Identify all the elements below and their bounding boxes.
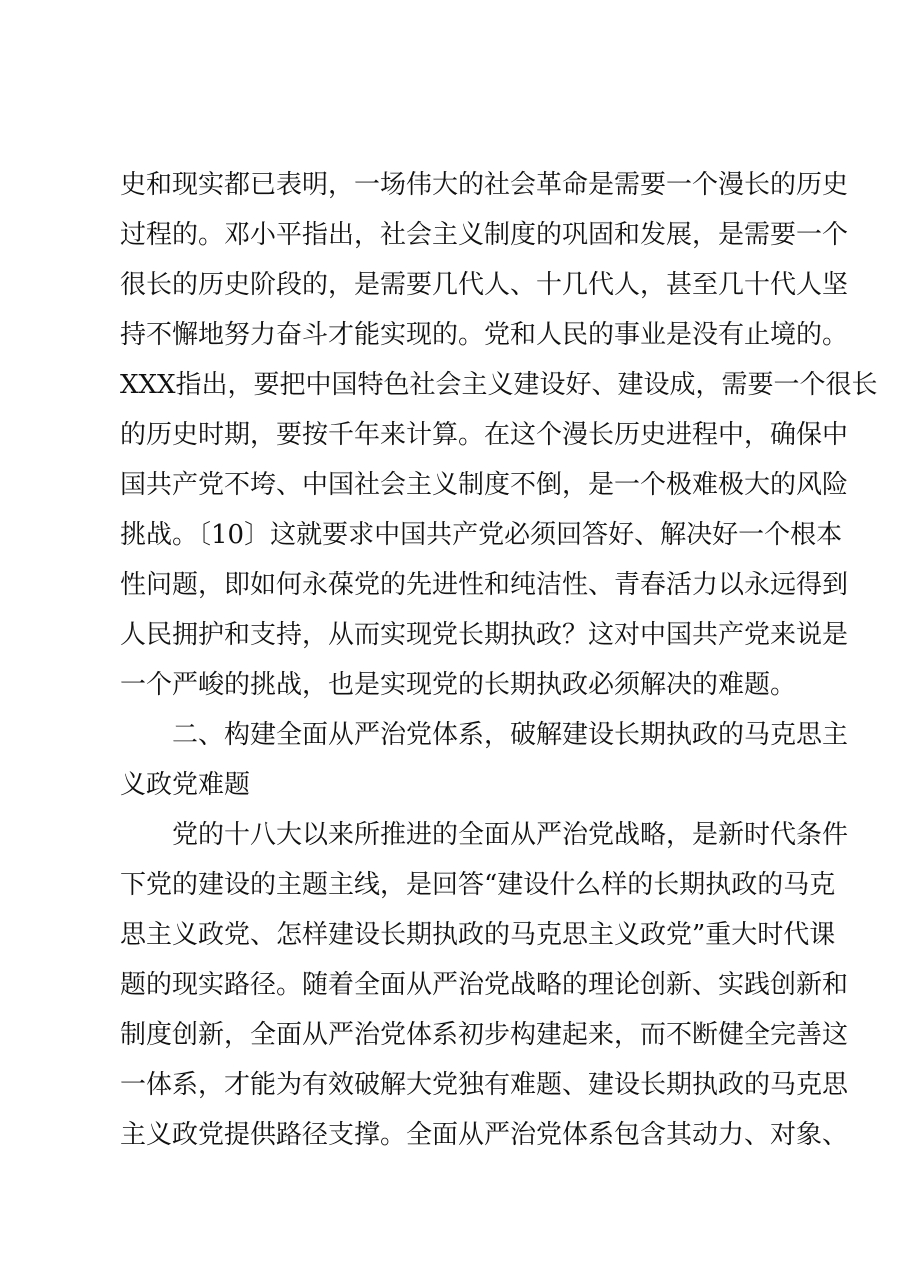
paragraph-line: 下党的建设的主题主线，是回答“建设什么样的长期执政的马克 <box>120 870 836 900</box>
paragraph-line: XXX指出，要把中国特色社会主义建设好、建设成，需要一个很长 <box>120 370 878 400</box>
paragraph-line: 人民拥护和支持，从而实现党长期执政？这对中国共产党来说是 <box>120 620 849 650</box>
paragraph-line: 一个严峻的挑战，也是实现党的长期执政必须解决的难题。 <box>120 670 797 700</box>
paragraph-line: 一体系，才能为有效破解大党独有难题、建设长期执政的马克思 <box>120 1070 849 1100</box>
paragraph-line: 持不懈地努力奋斗才能实现的。党和人民的事业是没有止境的。 <box>120 320 849 350</box>
paragraph-line: 过程的。邓小平指出，社会主义制度的巩固和发展，是需要一个 <box>120 220 849 250</box>
paragraph-line: 很长的历史阶段的，是需要几代人、十几代人，甚至几十代人坚 <box>120 270 849 300</box>
paragraph-line: 的历史时期，要按千年来计算。在这个漫长历史进程中，确保中 <box>120 420 849 450</box>
paragraph-line: 性问题，即如何永葆党的先进性和纯洁性、青春活力以永远得到 <box>120 570 849 600</box>
paragraph-line: 主义政党提供路径支撑。全面从严治党体系包含其动力、对象、 <box>120 1120 849 1150</box>
paragraph-line: 挑战。〔10〕这就要求中国共产党必须回答好、解决好一个根本 <box>120 520 843 550</box>
paragraph-line: 题的现实路径。随着全面从严治党战略的理论创新、实践创新和 <box>120 970 849 1000</box>
section-heading-line: 二、构建全面从严治党体系，破解建设长期执政的马克思主 <box>172 720 849 750</box>
paragraph-line: 史和现实都已表明，一场伟大的社会革命是需要一个漫长的历史 <box>120 170 849 200</box>
paragraph-line: 思主义政党、怎样建设长期执政的马克思主义政党”重大时代课 <box>120 920 836 950</box>
paragraph-line: 党的十八大以来所推进的全面从严治党战略，是新时代条件 <box>172 820 849 850</box>
paragraph-line: 制度创新，全面从严治党体系初步构建起来，而不断健全完善这 <box>120 1020 849 1050</box>
section-heading-line: 义政党难题 <box>120 770 251 800</box>
paragraph-line: 国共产党不垮、中国社会主义制度不倒，是一个极难极大的风险 <box>120 470 849 500</box>
